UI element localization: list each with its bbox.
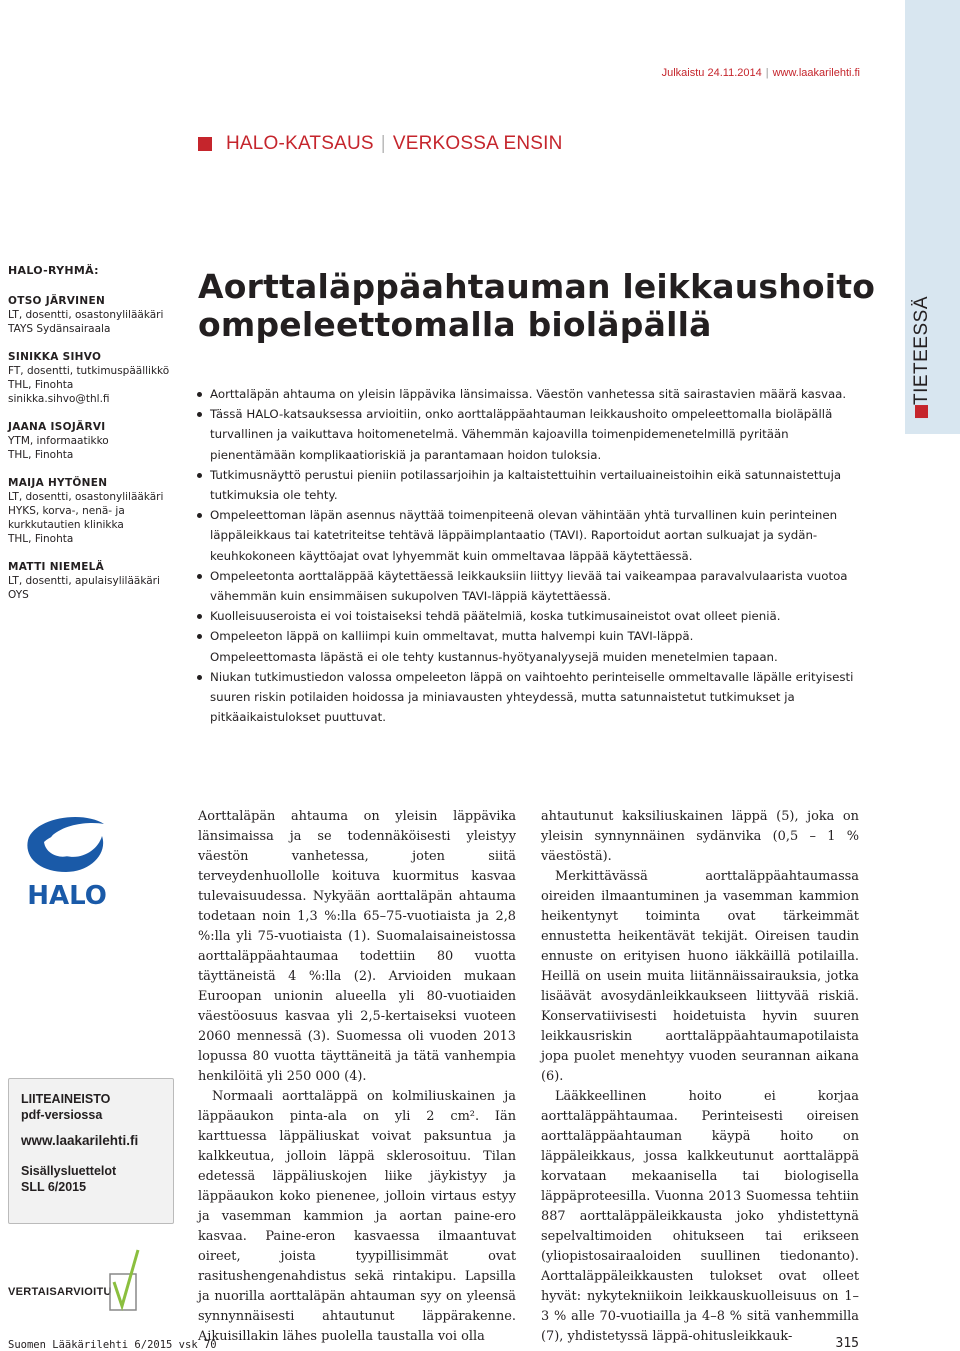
title-line: Aorttaläppäahtauman leikkaushoito (198, 267, 876, 306)
section-label: HALO-KATSAUS (226, 133, 374, 154)
red-square-icon (198, 137, 212, 151)
author-detail: TAYS Sydänsairaala (8, 323, 111, 335)
badge-label: SLL 6/2015 (21, 1180, 87, 1194)
author-detail: LT, dosentti, apulaisylilääkäri (8, 575, 160, 587)
badge-url[interactable]: www.laakarilehti.fi (21, 1133, 139, 1148)
body-column-2 (541, 807, 859, 1347)
key-point-continued: Ompeleettomasta läpästä ei ole tehty kustannus-hyötyanalyysejä muiden menetelmien tapaan. (210, 649, 778, 664)
side-tab-label: TIETEESSÄ (911, 295, 932, 405)
halo-logo (24, 812, 114, 917)
publication-info: Julkaistu 24.11.2014 | www.laakarilehti.fi (661, 67, 860, 79)
author-detail: HYKS, korva-, nenä- ja (8, 505, 125, 517)
body-column-1 (198, 807, 516, 1347)
key-point: Kuolleisuuseroista ei voi toistaiseksi tehdä päätelmiä, koska tutkimusaineistot ovat olleet pieniä. (210, 606, 870, 626)
body-paragraph: Lääkkeellinen hoito ei korjaa aorttaläppähtaumaa. Perinteisesti oireisen aorttaläppäahtauman käypä hoito on läppäleikkaus, jossa kalkkeutunut aorttaläppä korvataan mekaanisella tai biologisella läppäproteesilla. Vuonna 2013 Suomessa tehtiin 887 aorttaläppäleikkausta joko yhdistettynä sepelvaltimoiden ohitukseen tai erikseen (yliopistosairaaloiden suullinen tiedonanto). Aorttaläppäleikkausten tulokset ovat olleet hyvät: nykytekniikoin leikkauskuolleisuus on 1–3 % alle 70-vuotiailla ja 4–8 % sitä vanhemmilla (7), yhdistetyssä läppä-ohitusleikkauk- (541, 1089, 859, 1344)
author-detail: OYS (8, 589, 29, 601)
key-point: Aorttaläpän ahtauma on yleisin läppävika länsimaissa. Väestön vanhetessa sitä sairastavien määrä kasvaa. (210, 384, 870, 404)
title-line: ompeleettomalla bioläpällä (198, 305, 712, 344)
published-date: Julkaistu 24.11.2014 (661, 67, 762, 79)
author (8, 476, 183, 546)
side-tab (905, 0, 960, 434)
author-email[interactable]: sinikka.sihvo@thl.fi (8, 393, 110, 405)
section-heading: HALO-KATSAUS | VERKOSSA ENSIN (198, 133, 563, 155)
site-url[interactable]: www.laakarilehti.fi (772, 67, 860, 79)
author-name: SINIKKA SIHVO (8, 351, 102, 363)
author-name: MATTI NIEMELÄ (8, 561, 105, 573)
author-group (8, 264, 183, 616)
badge-label: LIITEAINEISTO (21, 1092, 111, 1106)
author (8, 294, 183, 336)
author-detail: kurkkutautien klinikka (8, 519, 124, 531)
author (8, 560, 183, 602)
footer-journal: Suomen Lääkärilehti 6/2015 vsk 70 (8, 1339, 217, 1351)
peer-review-label: VERTAISARVIOITU (8, 1286, 112, 1298)
key-points (210, 384, 870, 727)
key-point: Tutkimusnäyttö perustui pieniin potilassarjoihin ja kaltaistettuihin vertailuaineistoihin eikä satunnaistettuja tutkimuksia ole tehty. (210, 465, 870, 505)
page-number: 315 (835, 1336, 859, 1351)
author-name: JAANA ISOJÄRVI (8, 421, 106, 433)
supplement-badge (8, 1078, 174, 1224)
section-sublabel: VERKOSSA ENSIN (392, 133, 563, 154)
body-paragraph: Merkittävässä aorttaläppäahtaumassa oireiden ilmaantuminen ja vasemman kammion heikentynyt toiminta ovat tärkeimmät ennustetta heikentävät tekijät. Oireisen taudin ennuste on erityisen huono iäkkäillä potilailla. Heillä on usein muita liitännäissairauksia, jotka lisäävät avosydänleikkaukseen liittyvää riskiä. Konservatiivisesti hoidetuista hyvin suuren leikkausriskin aorttaläppäahtaumapotilaista jopa puolet menehtyy vuoden seurannan aikana (6). (541, 869, 859, 1084)
author-detail: THL, Finohta (8, 449, 74, 461)
author-name: MAIJA HYTÖNEN (8, 477, 108, 489)
body-paragraph: Aorttaläpän ahtauma on yleisin läppävika länsimaissa ja se todennäköisesti yleistyy väestön vanhetessa, joten siitä terveydenhuollolle koituva kuormitus kasvaa tulevaisuudessa. Nykyään aorttaläpän ahtauma todetaan noin 1,3 %:lla 65–75-vuotiaista ja 2,8 %:lla yli 75-vuotiaista (1). Suomalaisaineistossa aorttaläppäahtaumaa todettiin 80 vuotta täyttäneistä 4 %:lla (2). Arvioiden mukaan Euroopan unionin alueella yli 80-vuotiaiden väestöosuus kasvaa yli 2,5-kertaiseksi vuoteen 2060 mennessä (3). Suomessa oli vuoden 2013 lopussa 80 vuotta täyttäneitä ja tätä vanhempia henkilöitä yli 250 000 (4). (198, 809, 516, 1084)
author-name: OTSO JÄRVINEN (8, 295, 106, 307)
article-title (198, 268, 878, 344)
key-point: Ompeleetonta aorttaläppää käytettäessä leikkauksiin liittyy lievää tai vaikeampaa paravalvulaarista vuotoa vähemmän kuin ensimmäisen sukupolven TAVI-läppiä käytettäessä. (210, 566, 870, 606)
badge-label: Sisällysluettelot (21, 1164, 117, 1178)
svg-text:HALO: HALO (27, 881, 107, 911)
author-detail: FT, dosentti, tutkimuspäällikkö (8, 365, 170, 377)
author-detail: LT, dosentti, osastonylilääkäri (8, 309, 164, 321)
badge-sublabel: pdf-versiossa (21, 1108, 103, 1122)
checkbox-check-icon (108, 1248, 144, 1312)
author (8, 420, 183, 462)
author-detail: THL, Finohta (8, 533, 74, 545)
key-point: Ompeleeton läppä on kalliimpi kuin ommeltavat, mutta halvempi kuin TAVI-läppä. (210, 626, 870, 646)
key-point: Niukan tutkimustiedon valossa ompeleeton läppä on vaihtoehto perinteiselle ommeltavalle läpälle erityisesti suuren riskin potilaiden hoidossa ja miniavausten yhteydessä, mutta satunnaistetut tutkimukset ja pitkäaikaistulokset puuttuvat. (210, 667, 870, 728)
author-detail: YTM, informaatikko (8, 435, 109, 447)
author-detail: THL, Finohta (8, 379, 74, 391)
group-heading: HALO-RYHMÄ: (8, 264, 99, 277)
body-paragraph: ahtautunut kaksiliuskainen läppä (5), joka on yleisin synnynnäinen sydänvika (0,5 – 1 % väestöstä). (541, 809, 859, 864)
key-point: Ompeleettoman läpän asennus näyttää toimenpiteenä olevan vähintään yhtä turvallinen kuin perinteinen läppäleikkaus tai katetriteitse tehtävä läppäimplantaatio (TAVI). Raportoidut aortan sulkuajat ja sydän-keuhkokoneen käyttöajat ovat lyhyemmät kuin ommeltavaa läppää käytettäessä. (210, 505, 870, 566)
key-point: Tässä HALO-katsauksessa arvioitiin, onko aorttaläppäahtauman leikkaushoito ompeleettomalla bioläpällä turvallinen ja vaikuttava hoitomenetelmä. Vähemmän kajoavilla toimenpidemenetelmillä pyritään pienentämään komplikaatioriskiä ja parantamaan hoidon tuloksia. (210, 404, 870, 465)
author (8, 350, 183, 406)
red-square-icon (916, 405, 929, 418)
author-detail: LT, dosentti, osastonylilääkäri (8, 491, 164, 503)
body-paragraph: Normaali aorttaläppä on kolmiliuskainen ja läppäaukon pinta-ala on yli 2 cm². Iän karttuessa läppäliuskat voivat paksuntua ja kalkkeutua, jolloin läppä sklerosoituu. Tilan edetessä läppäliuskojen liike jäykistyy ja läppäaukon koko pienenee, jolloin virtaus estyy ja vasemman kammion ja aortan paine-ero kasvaa. Paine-eron kasvaessa ilmaantuvat oireet, joista tyypillisimmät ovat rasitushengenahdistus sekä rintakipu. Lapsilla ja nuorilla aorttaläpän ahtauman syy on yleensä synnynnäisesti ahtautunut läppärakenne. Aikuisillakin lähes puolella taustalla voi olla (198, 1089, 516, 1344)
halo-logo-icon (24, 812, 110, 912)
